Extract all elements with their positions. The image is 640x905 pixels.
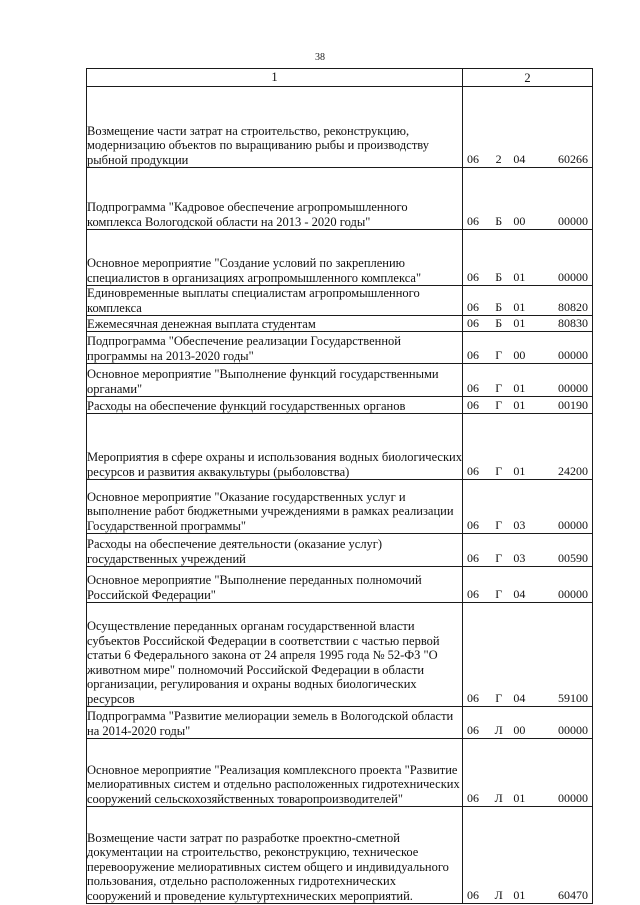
direction-code: 00000 [557, 723, 588, 737]
subprogram-code: Г [495, 691, 503, 705]
activity-code: 00 [513, 348, 526, 362]
row-description: Расходы на обеспечение деятельности (оказание услуг) государственных учреждений [87, 534, 463, 567]
subprogram-code: Л [494, 791, 503, 805]
direction-code: 60266 [557, 152, 588, 166]
page-number: 38 [315, 52, 325, 63]
classification-code [463, 152, 592, 167]
row-description: Осуществление переданных органам государственной власти субъектов Российской Федерации в соответствии с частью первой статьи 6 Федерального закона от 24 апреля 1995 года № 52-ФЗ "О животном мире" полномочий Российской Федерации в области организации, регулирования и охраны водных биологических ресурсов [87, 603, 463, 707]
table-header-row [87, 69, 593, 87]
classification-code [463, 300, 592, 315]
activity-code: 00 [513, 723, 526, 737]
classification-code [463, 381, 592, 396]
direction-code: 00000 [557, 381, 588, 395]
subprogram-code: Г [495, 587, 503, 601]
table-row [87, 397, 593, 414]
program-code: 06 [467, 464, 479, 478]
row-code-cell [463, 739, 593, 807]
direction-code: 80830 [557, 316, 588, 330]
activity-code: 03 [513, 518, 526, 532]
direction-code: 00000 [557, 791, 588, 805]
row-description: Основное мероприятие "Оказание государственных услуг и выполнение работ бюджетными учреждениями в рамках реализации Государственной программы" [87, 480, 463, 534]
program-code: 06 [467, 888, 479, 902]
row-description: Мероприятия в сфере охраны и использования водных биологических ресурсов и развития аквакультуры (рыболовства) [87, 414, 463, 480]
row-description: Основное мероприятие "Реализация комплексного проекта "Развитие мелиоративных систем и отдельно расположенных гидротехнических сооружений сельскохозяйственных товаропроизводителей" [87, 739, 463, 807]
classification-code [463, 691, 592, 706]
subprogram-code: Б [495, 214, 503, 228]
classification-code [463, 551, 592, 566]
row-code-cell [463, 807, 593, 904]
classification-code [463, 518, 592, 533]
row-code-cell [463, 87, 593, 168]
row-code-cell [463, 480, 593, 534]
row-description: Единовременные выплаты специалистам агропромышленного комплекса [87, 286, 463, 316]
direction-code: 00190 [557, 398, 588, 412]
program-code: 06 [467, 300, 479, 314]
activity-code: 01 [513, 270, 526, 284]
classification-code [463, 723, 592, 738]
budget-classification-table [86, 68, 593, 904]
row-code-cell [463, 364, 593, 397]
table-row [87, 707, 593, 739]
subprogram-code: Г [495, 518, 503, 532]
program-code: 06 [467, 691, 479, 705]
row-description: Основное мероприятие "Выполнение функций государственными органами" [87, 364, 463, 397]
row-code-cell [463, 168, 593, 230]
table-row [87, 230, 593, 286]
program-code: 06 [467, 723, 479, 737]
row-code-cell [463, 286, 593, 316]
table-row [87, 316, 593, 332]
classification-code [463, 348, 592, 363]
direction-code: 00000 [557, 587, 588, 601]
activity-code: 01 [513, 888, 526, 902]
column-1-header: 1 [87, 69, 463, 87]
direction-code: 00000 [557, 270, 588, 284]
row-description: Расходы на обеспечение функций государственных органов [87, 397, 463, 414]
activity-code: 01 [513, 300, 526, 314]
subprogram-code: Г [495, 398, 503, 412]
activity-code: 01 [513, 791, 526, 805]
row-code-cell [463, 332, 593, 364]
row-code-cell [463, 397, 593, 414]
program-code: 06 [467, 791, 479, 805]
row-description: Подпрограмма "Кадровое обеспечение агропромышленного комплекса Вологодской области на 2013 - 2020 годы" [87, 168, 463, 230]
activity-code: 04 [513, 691, 526, 705]
subprogram-code: Г [495, 464, 503, 478]
program-code: 06 [467, 587, 479, 601]
subprogram-code: Б [495, 300, 503, 314]
classification-code [463, 316, 592, 331]
table-row [87, 168, 593, 230]
program-code: 06 [467, 381, 479, 395]
table-row [87, 414, 593, 480]
program-code: 06 [467, 551, 479, 565]
program-code: 06 [467, 152, 479, 166]
row-description: Возмещение части затрат на строительство, реконструкцию, модернизацию объектов по выращиванию рыбы и производству рыбной продукции [87, 87, 463, 168]
table-row [87, 286, 593, 316]
table-row [87, 364, 593, 397]
table-row [87, 534, 593, 567]
row-description: Ежемесячная денежная выплата студентам [87, 316, 463, 332]
direction-code: 24200 [557, 464, 588, 478]
activity-code: 01 [513, 316, 526, 330]
classification-code [463, 270, 592, 285]
program-code: 06 [467, 348, 479, 362]
program-code: 06 [467, 398, 479, 412]
subprogram-code: Б [495, 270, 503, 284]
classification-code [463, 214, 592, 229]
activity-code: 00 [513, 214, 526, 228]
table-row [87, 567, 593, 603]
activity-code: 04 [513, 152, 526, 166]
row-code-cell [463, 534, 593, 567]
subprogram-code: Б [495, 316, 503, 330]
activity-code: 04 [513, 587, 526, 601]
row-description: Основное мероприятие "Создание условий по закреплению специалистов в организациях агропромышленного комплекса" [87, 230, 463, 286]
classification-code [463, 587, 592, 602]
row-code-cell [463, 414, 593, 480]
direction-code: 60470 [557, 888, 588, 902]
classification-code [463, 464, 592, 479]
subprogram-code: Г [495, 381, 503, 395]
row-code-cell [463, 230, 593, 286]
subprogram-code: Л [494, 723, 503, 737]
program-code: 06 [467, 270, 479, 284]
row-description: Возмещение части затрат по разработке проектно-сметной документации на строительство, реконструкцию, техническое перевооружение мелиоративных систем общего и индивидуального пользования, отдельно расположенных гидротехнических сооружений и проведение культуртехнических мероприятий. [87, 807, 463, 904]
direction-code: 59100 [557, 691, 588, 705]
direction-code: 00000 [557, 518, 588, 532]
direction-code: 00590 [557, 551, 588, 565]
activity-code: 01 [513, 381, 526, 395]
table-row [87, 603, 593, 707]
program-code: 06 [467, 316, 479, 330]
table-row [87, 807, 593, 904]
table-row [87, 480, 593, 534]
direction-code: 00000 [557, 348, 588, 362]
direction-code: 00000 [557, 214, 588, 228]
row-description: Основное мероприятие "Выполнение переданных полномочий Российской Федерации" [87, 567, 463, 603]
direction-code: 80820 [557, 300, 588, 314]
table-row [87, 739, 593, 807]
classification-code [463, 888, 592, 903]
program-code: 06 [467, 214, 479, 228]
subprogram-code: Л [494, 888, 503, 902]
subprogram-code: Г [495, 551, 503, 565]
row-code-cell [463, 707, 593, 739]
subprogram-code: 2 [495, 152, 502, 166]
subprogram-code: Г [495, 348, 503, 362]
row-code-cell [463, 603, 593, 707]
row-code-cell [463, 316, 593, 332]
row-code-cell [463, 567, 593, 603]
activity-code: 01 [513, 398, 526, 412]
table-row [87, 87, 593, 168]
activity-code: 01 [513, 464, 526, 478]
classification-code [463, 398, 592, 413]
column-2-header: 2 [463, 69, 593, 87]
row-description: Подпрограмма "Развитие мелиорации земель в Вологодской области на 2014-2020 годы" [87, 707, 463, 739]
activity-code: 03 [513, 551, 526, 565]
classification-code [463, 791, 592, 806]
table-row [87, 332, 593, 364]
row-description: Подпрограмма "Обеспечение реализации Государственной программы на 2013-2020 годы" [87, 332, 463, 364]
program-code: 06 [467, 518, 479, 532]
